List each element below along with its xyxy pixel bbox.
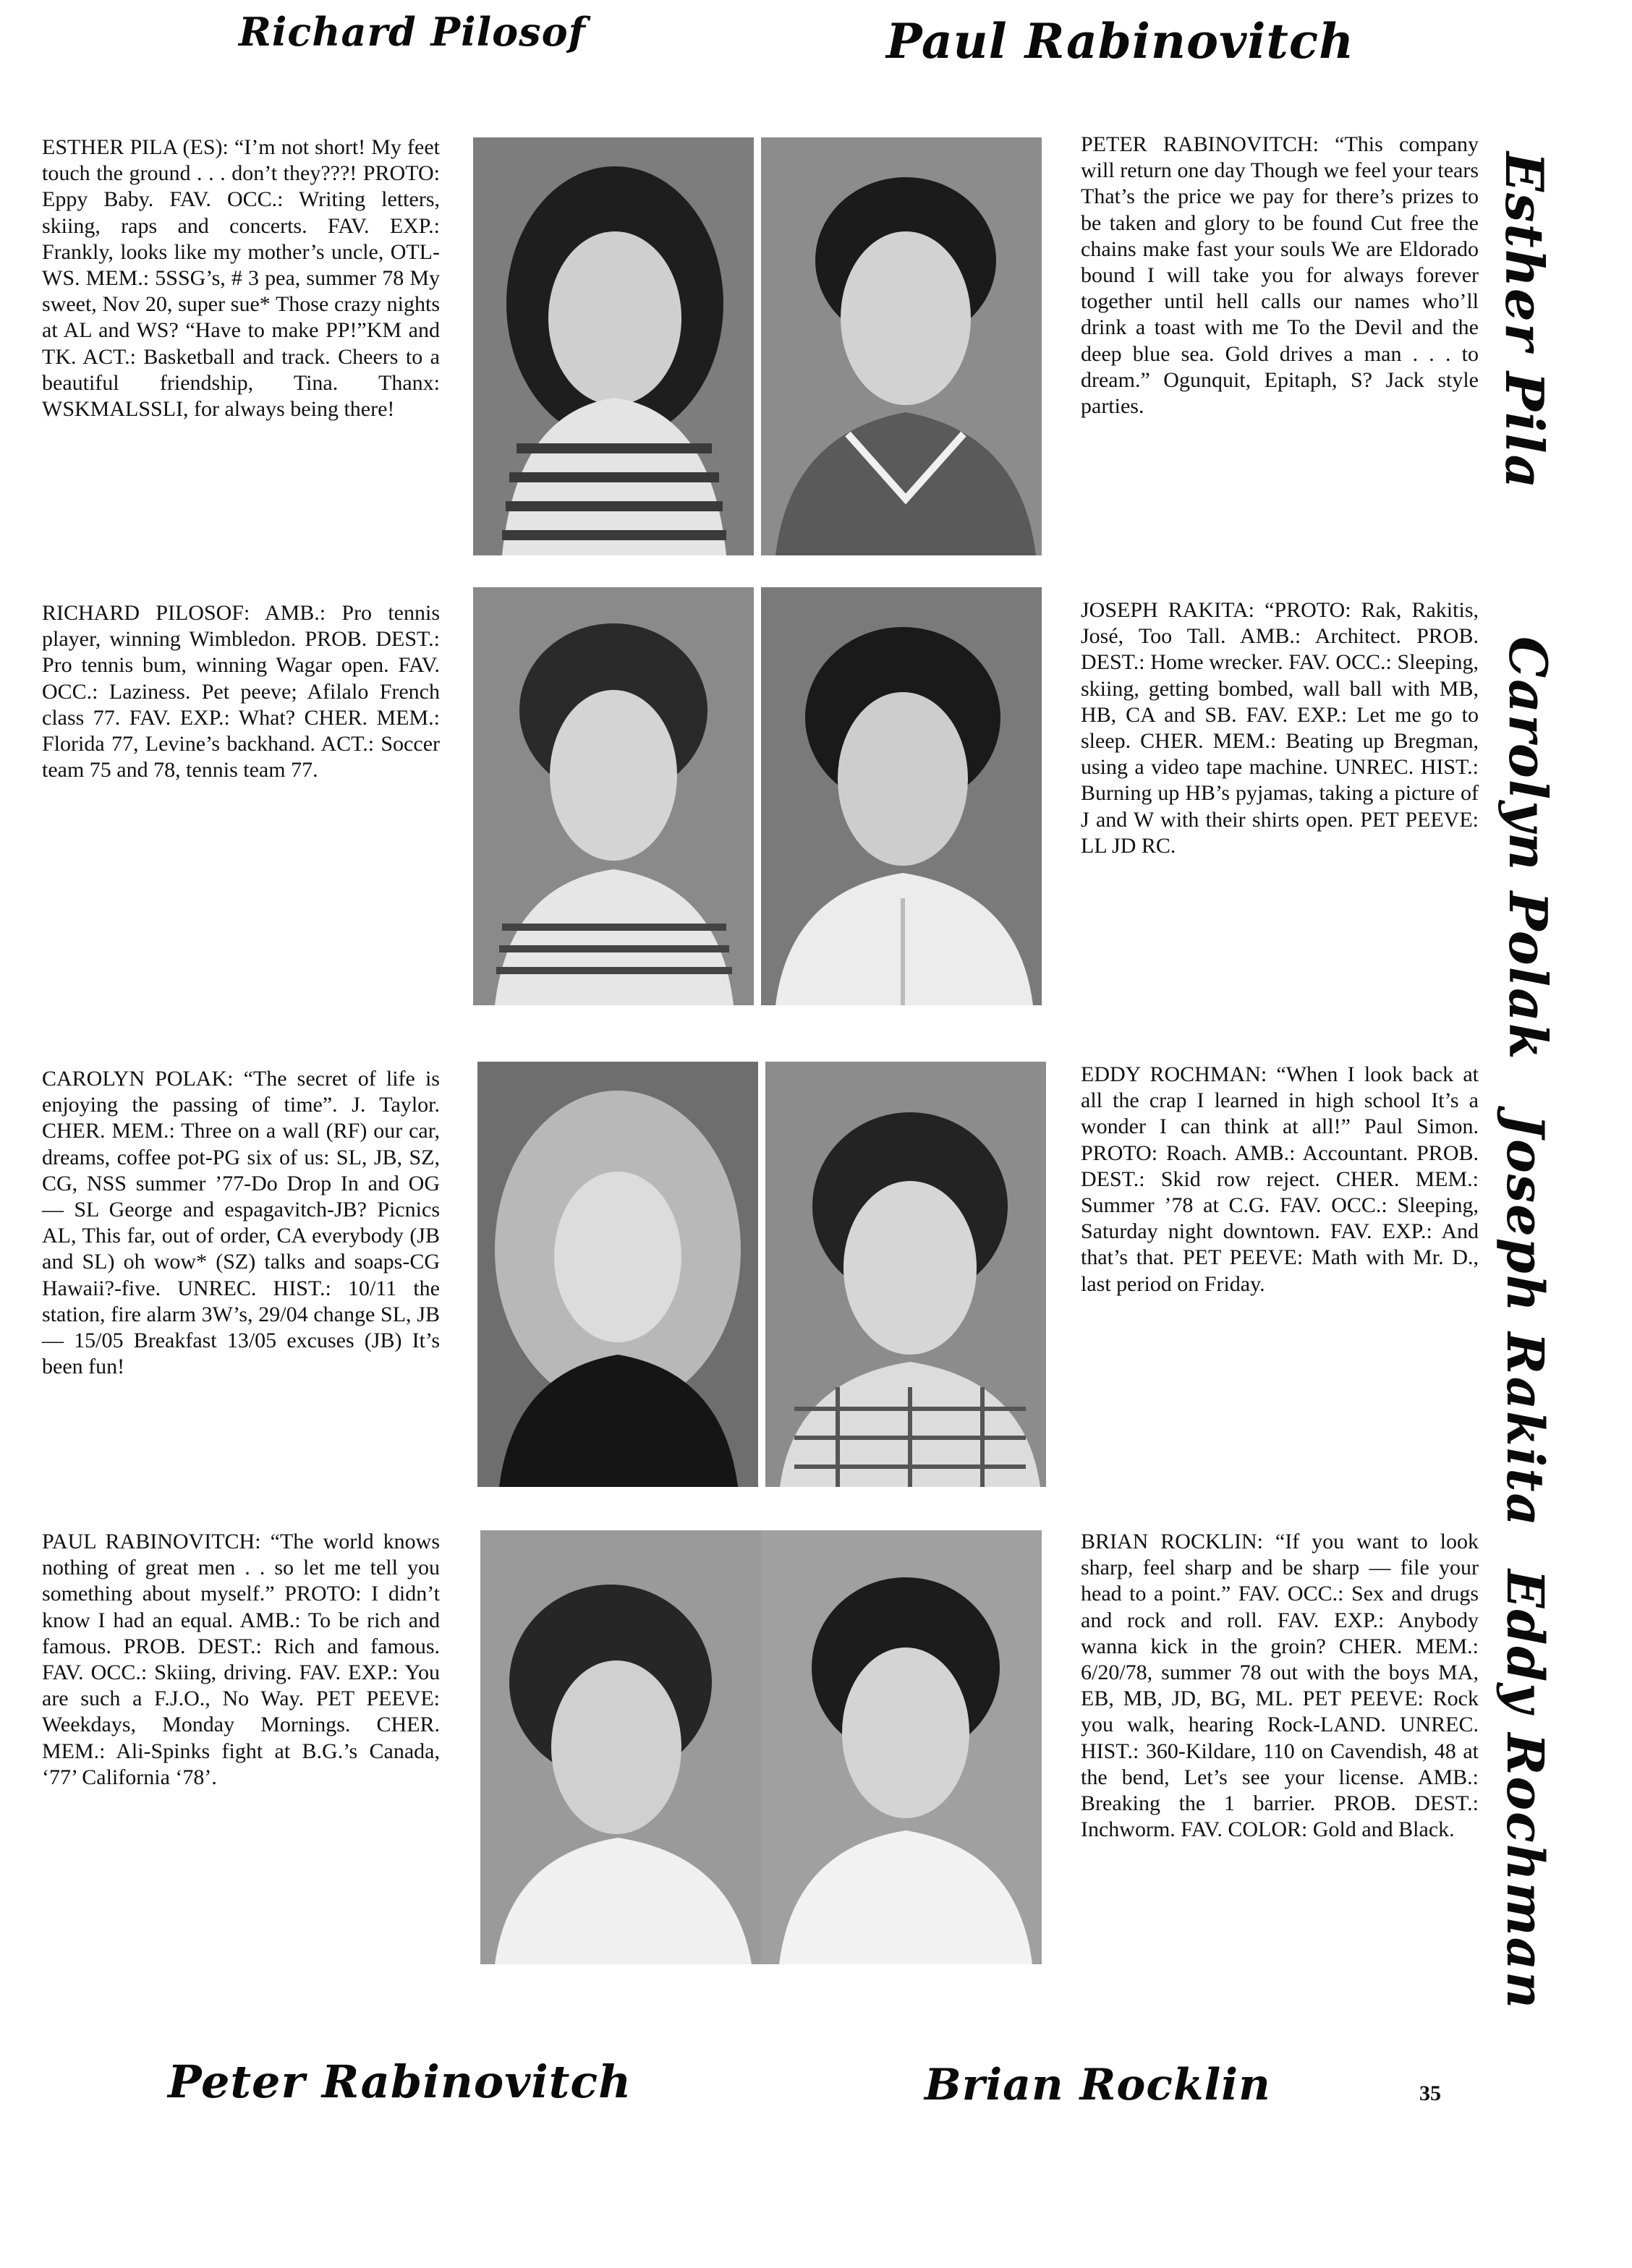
- signature-paul-rabinovitch: Paul Rabinovitch: [886, 13, 1355, 69]
- signature-brian-rocklin: Brian Rocklin: [925, 2060, 1271, 2110]
- signature-joseph-rakita: Joseph Rakita: [1495, 1114, 1555, 1527]
- signature-richard-pilosof: Richard Pilosof: [239, 9, 586, 55]
- bio-carolyn-polak: CAROLYN POLAK: “The secret of life is enjoying the passing of time”. J. Taylor. CHER. MEM.: Three on a wall (RF) our car, dreams, coffee pot-PG six of us: SL, JB, SZ, CG, NSS summer ’77-Do Drop In and OG — SL George and espagavitch-JB? Picnics AL, This far, out of order, CA everybody (JB and SL) oh wow* (SZ) talks and soaps-CG Hawaii?-five. UNREC. HIST.: 10/11 the station, fire alarm 3W’s, 29/04 change SL, JB — 15/05 Breakfast 13/05 excuses (JB) It’s been fun!: [42, 1067, 440, 1379]
- signature-carolyn-polak: Carolyn Polak: [1497, 636, 1559, 1061]
- signature-esther-pila: Esther Pila: [1494, 152, 1555, 490]
- page-number: 35: [1419, 2081, 1441, 2105]
- signature-eddy-rochman: Eddy Rochman: [1495, 1569, 1555, 2010]
- bio-paul-rabinovitch: PAUL RABINOVITCH: “The world knows nothing of great men . . so let me tell you something about myself.” PROTO: I didn’t know I had an equal. AMB.: To be rich and famous. PROB. DEST.: Rich and famous. FAV. OCC.: Skiing, driving. FAV. EXP.: You are such a F.J.O., No Way. PET PEEVE: Weekdays, Monday Mornings. CHER. MEM.: Ali-Spinks fight at B.G.’s Canada, ‘77’ California ‘78’.: [42, 1530, 440, 1789]
- photo-joseph-rakita: [761, 587, 1042, 1005]
- bio-eddy-rochman: EDDY ROCHMAN: “When I look back at all the crap I learned in high school It’s a wonder I can think at all!” Paul Simon. PROTO: Roach. AMB.: Accountant. PROB. DEST.: Skid row reject. CHER. MEM.: Summer ’78 at C.G. FAV. OCC.: Sleeping, Saturday night downtown. FAV. EXP.: And that’s that. PET PEEVE: Math with Mr. D., last period on Friday.: [1081, 1062, 1479, 1296]
- bio-joseph-rakita: JOSEPH RAKITA: “PROTO: Rak, Rakitis, José, Too Tall. AMB.: Architect. PROB. DEST.: Home wrecker. FAV. OCC.: Sleeping, skiing, getting bombed, wall ball with MB, HB, CA and SB. FAV. EXP.: Let me go to sleep. CHER. MEM.: Beating up Bregman, using a video tape machine. UNREC. HIST.: Burning up HB’s pyjamas, taking a picture of J and W with their shirts open. PET PEEVE: LL JD RC.: [1081, 598, 1479, 858]
- bio-peter-rabinovitch: PETER RABINOVITCH: “This company will return one day Though we feel your tears That’s the price we pay for there’s prizes to be taken and glory to be found Cut free the chains make fast your souls We are Eldorado bound I will take you for always forever together until hell calls our names who’ll drink a toast with me To the Devil and the deep blue sea. Gold drives a man . . . to dream.” Ogunquit, Epitaph, S? Jack style parties.: [1081, 132, 1479, 419]
- photo-paul-rabinovitch: [480, 1530, 761, 1964]
- bio-esther-pila: ESTHER PILA (ES): “I’m not short! My feet touch the ground . . . don’t they???! PROTO: Eppy Baby. FAV. OCC.: Writing letters, skiing, raps and concerts. FAV. EXP.: Frankly, looks like my mother’s uncle, OTL-WS. MEM.: 5SSG’s, # 3 pea, summer 78 My sweet, Nov 20, super sue* Those crazy nights at AL and WS? “Have to make PP!”KM and TK. ACT.: Basketball and track. Cheers to a beautiful friendship, Tina. Thanx: WSKMALSSLI, for always being there!: [42, 135, 440, 422]
- bio-brian-rocklin: BRIAN ROCKLIN: “If you want to look sharp, feel sharp and be sharp — file your head to a point.” FAV. OCC.: Sex and drugs and rock and roll. FAV. EXP.: Anybody wanna kick in the groin? CHER. MEM.: 6/20/78, summer 78 out with the boys MA, EB, MB, JD, BG, ML. PET PEEVE: Rock you walk, hearing Rock-LAND. UNREC. HIST.: 360-Kildare, 110 on Cavendish, 48 at the bend, Let’s see your license. AMB.: Breaking the 1 barrier. PROB. DEST.: Inchworm. FAV. COLOR: Gold and Black.: [1081, 1530, 1479, 1842]
- photo-richard-pilosof: [473, 587, 754, 1005]
- photo-peter-rabinovitch: [761, 137, 1042, 555]
- photo-carolyn-polak: [477, 1062, 758, 1487]
- bio-richard-pilosof: RICHARD PILOSOF: AMB.: Pro tennis player, winning Wimbledon. PROB. DEST.: Pro tennis bum, winning Wagar open. FAV. OCC.: Laziness. Pet peeve; Afilalo French class 77. FAV. EXP.: What? CHER. MEM.: Florida 77, Levine’s backhand. ACT.: Soccer team 75 and 78, tennis team 77.: [42, 601, 440, 783]
- photo-eddy-rochman: [765, 1062, 1046, 1487]
- photo-brian-rocklin: [761, 1530, 1042, 1964]
- signature-peter-rabinovitch: Peter Rabinovitch: [168, 2055, 632, 2108]
- photo-esther-pila: [473, 137, 754, 555]
